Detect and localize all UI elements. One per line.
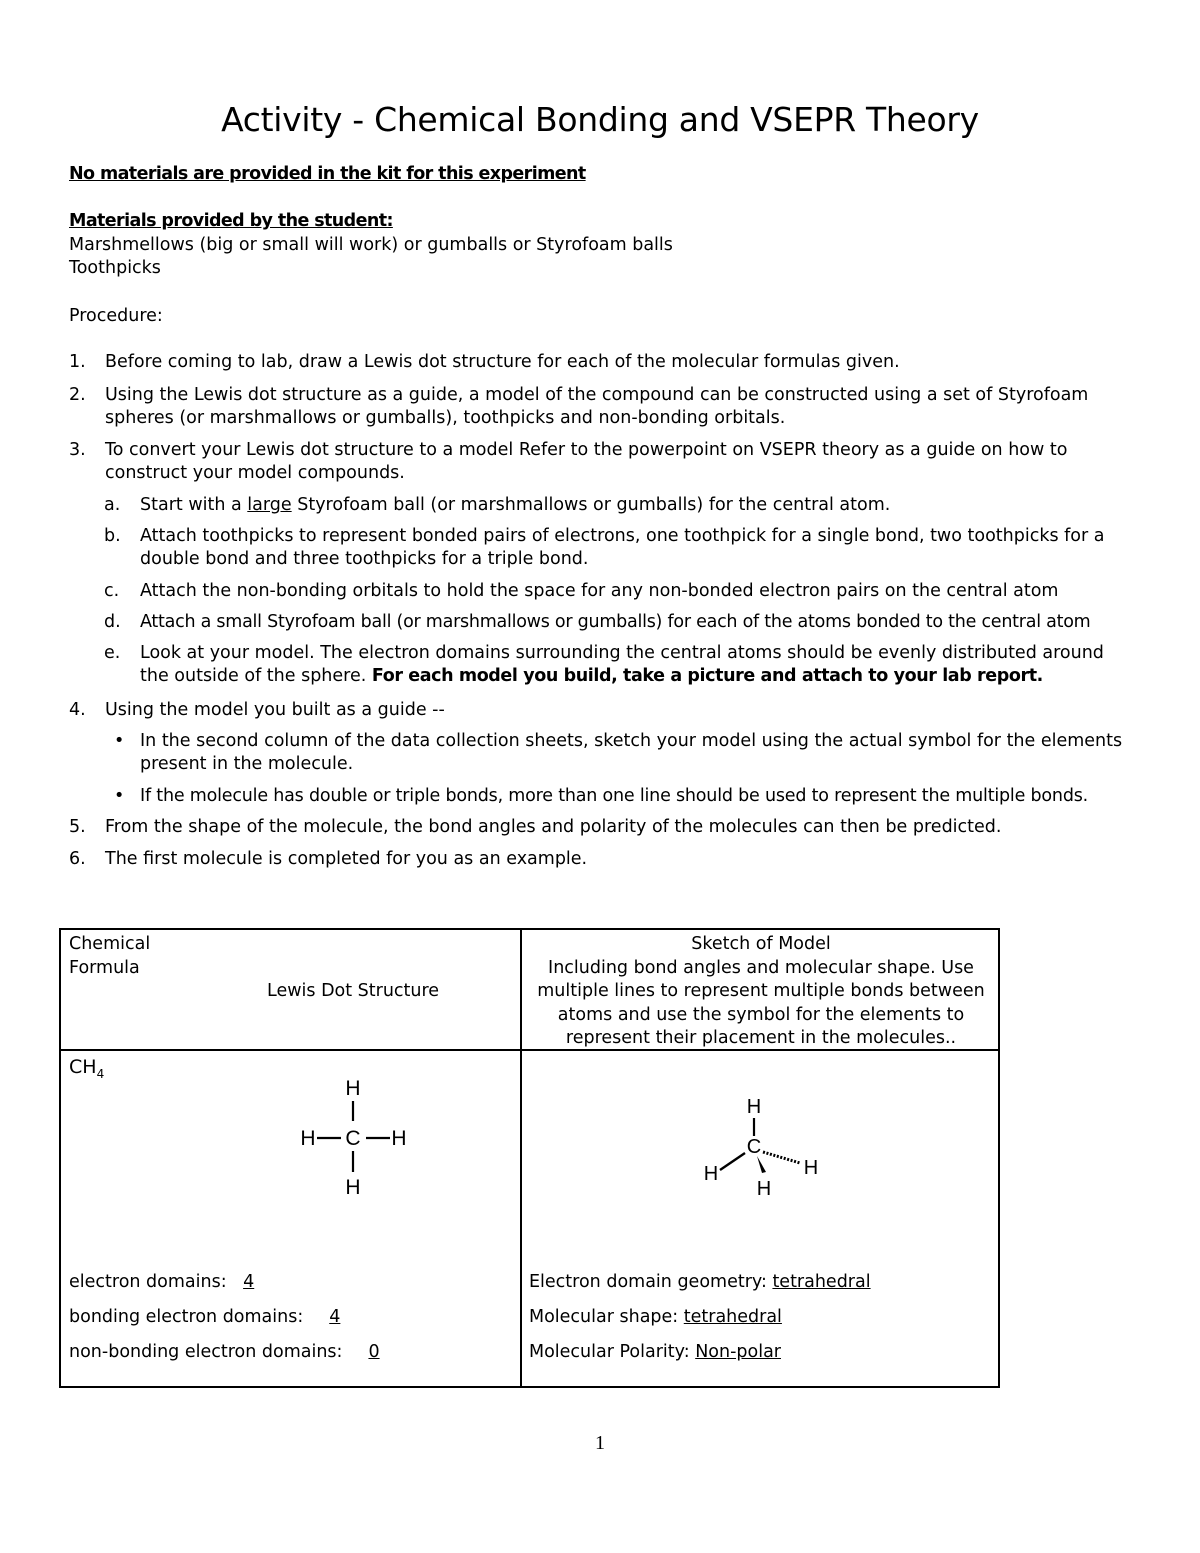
header-text: atoms and use the symbol for the elements to xyxy=(557,1004,965,1025)
page-title: Activity - Chemical Bonding and VSEPR Theory xyxy=(221,100,979,139)
field-label: bonding electron domains: xyxy=(69,1307,309,1327)
model-dashed-bond xyxy=(763,1152,800,1163)
lewis-atom-h-right: H xyxy=(391,1127,407,1150)
tetrahedral-model-sketch xyxy=(694,1090,834,1205)
field-label: Electron domain geometry: xyxy=(529,1272,773,1292)
header-chemical-formula xyxy=(69,933,150,980)
substep-letter: a. xyxy=(104,495,121,515)
step-text: Before coming to lab, draw a Lewis dot structure for each of the molecular formulas given. xyxy=(105,352,900,372)
bullet-icon: • xyxy=(114,731,125,751)
step-text: Using the Lewis dot structure as a guide, a model of the compound can be constructed using a set of Styrofoam spheres (or marshmallows or gumballs), toothpicks and non-bonding orbitals. xyxy=(105,385,1089,428)
header-sketch-of-model xyxy=(522,933,1000,1051)
step-number: 1. xyxy=(69,352,86,372)
substep-text xyxy=(140,642,1130,688)
substep-letter: d. xyxy=(104,612,121,632)
field-label: electron domains: xyxy=(69,1272,233,1292)
page-number: 1 xyxy=(595,1432,605,1454)
chemical-formula xyxy=(69,1056,104,1086)
bullet-text: If the molecule has double or triple bonds, more than one line should be used to represent the multiple bonds. xyxy=(140,786,1089,806)
no-materials-note: No materials are provided in the kit for this experiment xyxy=(69,164,586,184)
step-text: The first molecule is completed for you as an example. xyxy=(105,849,588,869)
step-number: 4. xyxy=(69,700,86,720)
materials-heading: Materials provided by the student: xyxy=(69,211,393,231)
field-electron-domain-geometry xyxy=(529,1272,871,1292)
field-label: Molecular shape: xyxy=(529,1307,684,1327)
field-value: 4 xyxy=(243,1272,255,1292)
step-number: 2. xyxy=(69,385,86,405)
step-text: Using the model you built as a guide -- xyxy=(105,700,445,720)
lewis-atom-h-left: H xyxy=(300,1127,316,1150)
field-value: tetrahedral xyxy=(772,1272,871,1292)
substep-text-part: Look at your model. The electron domains surrounding the central atoms should be evenly distributed around the outside of the sphere. xyxy=(140,643,1104,686)
model-atom-h-top: H xyxy=(746,1096,762,1118)
substep-letter: b. xyxy=(104,526,121,546)
field-value: 0 xyxy=(368,1342,380,1362)
header-text: Chemical xyxy=(69,934,151,954)
model-wedge-bond xyxy=(757,1156,766,1173)
materials-item: Toothpicks xyxy=(69,258,161,278)
formula-base: CH xyxy=(69,1056,97,1078)
procedure-heading: Procedure: xyxy=(69,306,163,326)
formula-subscript: 4 xyxy=(96,1066,105,1081)
field-label: Molecular Polarity: xyxy=(529,1342,696,1362)
model-atom-h-bottom: H xyxy=(756,1178,772,1200)
step-number: 3. xyxy=(69,440,86,460)
field-value: Non-polar xyxy=(695,1342,781,1362)
bold-instruction: For each model you build, take a picture and attach to your lab report. xyxy=(371,666,1043,686)
step-number: 5. xyxy=(69,817,86,837)
substep-letter: e. xyxy=(104,643,121,663)
field-electron-domains xyxy=(69,1272,265,1292)
substep-text: Attach the non-bonding orbitals to hold the space for any non-bonded electron pairs on the central atom xyxy=(140,581,1059,601)
header-text: Sketch of Model xyxy=(691,934,831,954)
substep-text: Attach a small Styrofoam ball (or marshmallows or gumballs) for each of the atoms bonded to the central atom xyxy=(140,612,1091,632)
lewis-atom-c: C xyxy=(345,1127,361,1150)
substep-text xyxy=(140,494,1130,517)
model-atom-h-left: H xyxy=(703,1163,719,1185)
field-non-bonding-electron-domains xyxy=(69,1342,400,1362)
header-text: represent their placement in the molecules.. xyxy=(565,1028,957,1048)
lewis-structure-diagram xyxy=(286,1071,416,1201)
substep-text-part: Styrofoam ball (or marshmallows or gumballs) for the central atom. xyxy=(291,495,891,515)
step-text: From the shape of the molecule, the bond angles and polarity of the molecules can then be predicted. xyxy=(105,817,1002,837)
model-bond-left xyxy=(720,1153,745,1170)
field-molecular-shape xyxy=(529,1307,782,1327)
step-number: 6. xyxy=(69,849,86,869)
step-text: To convert your Lewis dot structure to a model Refer to the powerpoint on VSEPR theory as a guide on how to construct your model compounds. xyxy=(105,440,1068,483)
materials-item: Marshmellows (big or small will work) or gumballs or Styrofoam balls xyxy=(69,235,673,255)
header-text: Including bond angles and molecular shape. Use xyxy=(548,957,974,978)
header-lewis-dot-structure: Lewis Dot Structure xyxy=(267,981,440,1001)
field-value: 4 xyxy=(329,1307,341,1327)
bullet-text: In the second column of the data collection sheets, sketch your model using the actual symbol for the elements present in the molecule. xyxy=(140,731,1123,774)
model-atom-c: C xyxy=(746,1136,762,1158)
underlined-word: large xyxy=(247,495,292,515)
lewis-atom-h-bottom: H xyxy=(345,1176,361,1199)
lewis-atom-h-top: H xyxy=(345,1077,361,1100)
substep-letter: c. xyxy=(104,581,120,601)
data-collection-table xyxy=(59,928,1000,1388)
field-value: tetrahedral xyxy=(683,1307,782,1327)
field-bonding-electron-domains xyxy=(69,1307,361,1327)
model-atom-h-right: H xyxy=(803,1157,819,1179)
bullet-icon: • xyxy=(114,786,125,806)
field-molecular-polarity xyxy=(529,1342,781,1362)
substep-text-part: Start with a xyxy=(140,495,248,515)
field-label: non-bonding electron domains: xyxy=(69,1342,349,1362)
header-text: Formula xyxy=(69,957,140,978)
substep-text: Attach toothpicks to represent bonded pairs of electrons, one toothpick for a single bond, two toothpicks for a double bond and three toothpicks for a triple bond. xyxy=(140,526,1105,569)
header-text: multiple lines to represent multiple bonds between xyxy=(537,981,985,1001)
